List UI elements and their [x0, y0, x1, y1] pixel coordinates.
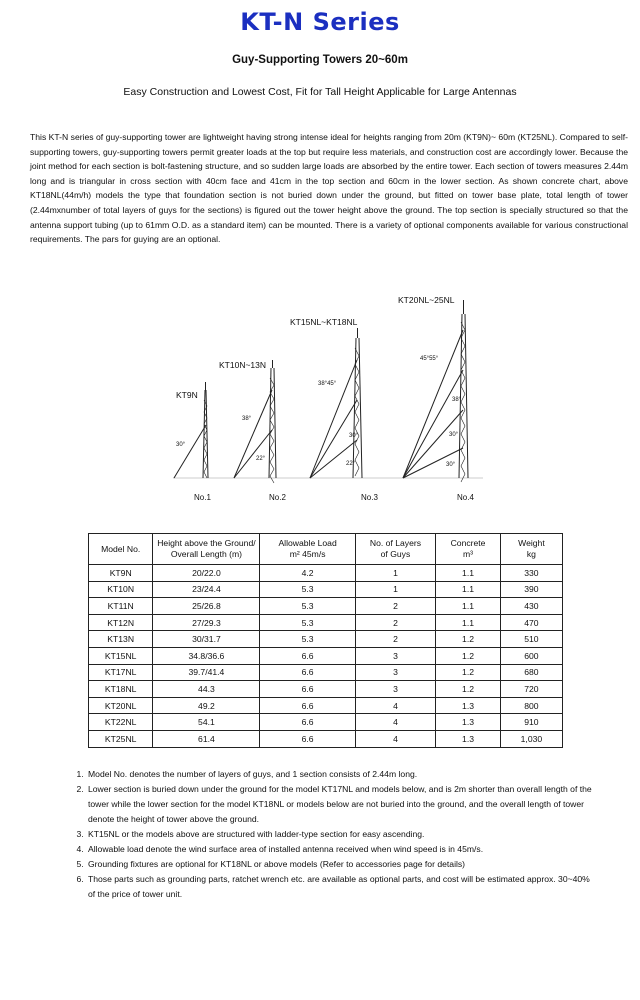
- table-cell: 1.2: [436, 631, 501, 648]
- header-line: Allowable Load: [278, 538, 337, 548]
- table-cell: 1: [355, 565, 436, 582]
- table-cell: 510: [500, 631, 562, 648]
- table-cell: 4: [355, 714, 436, 731]
- table-cell: 20/22.0: [153, 565, 260, 582]
- table-cell: 1.1: [436, 598, 501, 615]
- table-cell: KT9N: [89, 565, 153, 582]
- header-line: Concrete: [450, 538, 486, 548]
- table-cell: 30/31.7: [153, 631, 260, 648]
- tower-1-number: No.1: [194, 493, 211, 502]
- table-cell: 49.2: [153, 697, 260, 714]
- table-cell: 25/26.8: [153, 598, 260, 615]
- table-cell: 5.3: [260, 581, 355, 598]
- header-line: Weight: [518, 538, 545, 548]
- tower-4-number: No.4: [457, 493, 474, 502]
- table-row: [89, 697, 563, 714]
- table-cell: 1.1: [436, 614, 501, 631]
- table-cell: 1.1: [436, 565, 501, 582]
- tower-3-angle: 38°45°: [318, 381, 337, 387]
- tower-2-label: KT10N~13N: [219, 360, 267, 370]
- intro-paragraph: This KT-N series of guy-supporting tower are lightweight having strong intense ideal for heights ranging from 20m (KT9N)~ 60m (KT25NL). Compared to self-supporting towers, guy-supporting towers permit greater loads at the top but require less materials, and construction cost are accordingly lower. Because the joint method for each section is bolt-fastening structure, and so sudden large loads are absorbed by the entire tower. Each section of towers measures 2.44m long and is triangular in cross section with 40cm face and 41cm in the top section and 60cm in the lower section. As shown concrete chart, above KT18NL(44m/h) models the type that foundation section is not buried down under the ground, but fitted on tower base plate, total length of tower (2.44mxnumber of total layers of guys for the sections) is figured out the tower height above the ground. The top section is specially structured so that the antenna support tubing (up to 61mm O.D. as a standard item) can be mounted. There is a variety of optional components available for various constructional requirements. The pars for guying are an optional.: [30, 132, 628, 245]
- table-cell: 6.6: [260, 647, 355, 664]
- tower-2: [234, 360, 276, 483]
- header-line: m³: [463, 549, 474, 559]
- tower-4-angle: 45°55°: [420, 356, 439, 362]
- table-cell: KT17NL: [89, 664, 153, 681]
- table-cell: KT11N: [89, 598, 153, 615]
- table-cell: 5.3: [260, 614, 355, 631]
- header-line: kg: [526, 549, 536, 559]
- col-concrete: [436, 534, 501, 565]
- table-row: [89, 614, 563, 631]
- tower-4-angle: 30°: [446, 462, 456, 468]
- table-cell: 61.4: [153, 730, 260, 747]
- tower-4-angle: 38°: [452, 397, 462, 403]
- tower-1-angle: 30°: [176, 442, 186, 448]
- table-cell: 600: [500, 647, 562, 664]
- table-cell: 23/24.4: [153, 581, 260, 598]
- tower-2-number: No.2: [269, 493, 286, 502]
- col-weight: [500, 534, 562, 565]
- table-cell: KT20NL: [89, 697, 153, 714]
- col-height: [153, 534, 260, 565]
- table-cell: 1.2: [436, 681, 501, 698]
- table-row: [89, 647, 563, 664]
- tower-1-label: KT9N: [176, 390, 198, 400]
- tower-diagram: [150, 290, 500, 512]
- table-cell: 4: [355, 697, 436, 714]
- table-cell: KT22NL: [89, 714, 153, 731]
- table-cell: 3: [355, 647, 436, 664]
- table-cell: 5.3: [260, 598, 355, 615]
- note-item: 2. Lower section is buried down under the ground for the model KT17NL and models below, and is 2m shorter than overall length of the tower while the lower section for the model KT18NL or models below are not buried into the ground, and the overall length of tower denote the height of tower above the ground.: [86, 782, 598, 827]
- table-cell: 6.6: [260, 730, 355, 747]
- header-line: of Guys: [380, 549, 411, 559]
- header-line: Height above the Ground/: [157, 538, 256, 548]
- table-cell: 910: [500, 714, 562, 731]
- table-row: [89, 714, 563, 731]
- table-row: [89, 681, 563, 698]
- spec-table-body: [89, 565, 563, 748]
- spec-table: [88, 533, 563, 748]
- table-row: [89, 631, 563, 648]
- tower-4: [403, 300, 468, 482]
- table-cell: 1.3: [436, 714, 501, 731]
- table-cell: 390: [500, 581, 562, 598]
- table-cell: 1.3: [436, 697, 501, 714]
- table-row: [89, 598, 563, 615]
- table-cell: 1.2: [436, 664, 501, 681]
- table-cell: 6.6: [260, 714, 355, 731]
- table-cell: 5.3: [260, 631, 355, 648]
- notes-list: [72, 767, 598, 902]
- table-cell: 6.6: [260, 664, 355, 681]
- table-cell: 430: [500, 598, 562, 615]
- page-title: KT-N Series: [240, 8, 400, 36]
- table-cell: 34.8/36.6: [153, 647, 260, 664]
- table-cell: 800: [500, 697, 562, 714]
- tower-3-label: KT15NL~KT18NL: [290, 317, 358, 327]
- table-row: [89, 730, 563, 747]
- tower-3: [310, 328, 362, 478]
- note-item: 5. Grounding fixtures are optional for KT18NL or above models (Refer to accessories page for details): [86, 857, 598, 872]
- table-cell: 4: [355, 730, 436, 747]
- note-item: 3. KT15NL or the models above are structured with ladder-type section for easy ascending.: [86, 827, 598, 842]
- table-cell: 720: [500, 681, 562, 698]
- tower-diagram-svg: [150, 290, 500, 512]
- header-line: Overall Length (m): [170, 549, 242, 559]
- table-cell: 470: [500, 614, 562, 631]
- tower-4-angle: 30°: [449, 432, 459, 438]
- table-cell: 1.2: [436, 647, 501, 664]
- spec-table-header: [89, 534, 563, 565]
- table-cell: KT25NL: [89, 730, 153, 747]
- table-cell: 6.6: [260, 681, 355, 698]
- table-cell: KT13N: [89, 631, 153, 648]
- col-load: [260, 534, 355, 565]
- header-line: Model No.: [101, 543, 141, 554]
- table-cell: 2: [355, 614, 436, 631]
- tower-3-angle: 22°: [346, 461, 356, 467]
- tower-2-angle: 22°: [256, 456, 266, 462]
- table-row: [89, 581, 563, 598]
- table-cell: 6.6: [260, 697, 355, 714]
- table-cell: 2: [355, 631, 436, 648]
- page-subtitle: Guy-Supporting Towers 20~60m: [232, 54, 408, 66]
- tagline: Easy Construction and Lowest Cost, Fit for Tall Height Applicable for Large Antennas: [123, 86, 517, 98]
- col-layers: [355, 534, 436, 565]
- header-line: m² 45m/s: [289, 549, 326, 559]
- table-cell: 2: [355, 598, 436, 615]
- table-cell: 44.3: [153, 681, 260, 698]
- table-cell: 39.7/41.4: [153, 664, 260, 681]
- table-cell: 27/29.3: [153, 614, 260, 631]
- table-cell: 4.2: [260, 565, 355, 582]
- table-cell: 1.1: [436, 581, 501, 598]
- table-cell: 1: [355, 581, 436, 598]
- table-cell: 680: [500, 664, 562, 681]
- table-row: [89, 664, 563, 681]
- table-cell: KT18NL: [89, 681, 153, 698]
- note-item: 6. Those parts such as grounding parts, ratchet wrench etc. are available as optional parts, and cost will be estimated approx. 30~40% of the price of tower unit.: [86, 872, 598, 902]
- note-item: 1. Model No. denotes the number of layers of guys, and 1 section consists of 2.44m long.: [86, 767, 598, 782]
- table-cell: 1.3: [436, 730, 501, 747]
- header-line: No. of Layers: [369, 538, 422, 548]
- col-model: [89, 534, 153, 565]
- tower-3-number: No.3: [361, 493, 378, 502]
- table-cell: KT10N: [89, 581, 153, 598]
- table-cell: 3: [355, 664, 436, 681]
- tower-2-angle: 38°: [242, 416, 252, 422]
- table-row: [89, 565, 563, 582]
- table-cell: KT15NL: [89, 647, 153, 664]
- table-cell: 330: [500, 565, 562, 582]
- table-cell: 54.1: [153, 714, 260, 731]
- table-cell: 3: [355, 681, 436, 698]
- table-cell: 1,030: [500, 730, 562, 747]
- table-cell: KT12N: [89, 614, 153, 631]
- tower-4-label: KT20NL~25NL: [398, 295, 455, 305]
- tower-3-angle: 30°: [349, 433, 359, 439]
- note-item: 4. Allowable load denote the wind surface area of installed antenna received when wind speed is in 45m/s.: [86, 842, 598, 857]
